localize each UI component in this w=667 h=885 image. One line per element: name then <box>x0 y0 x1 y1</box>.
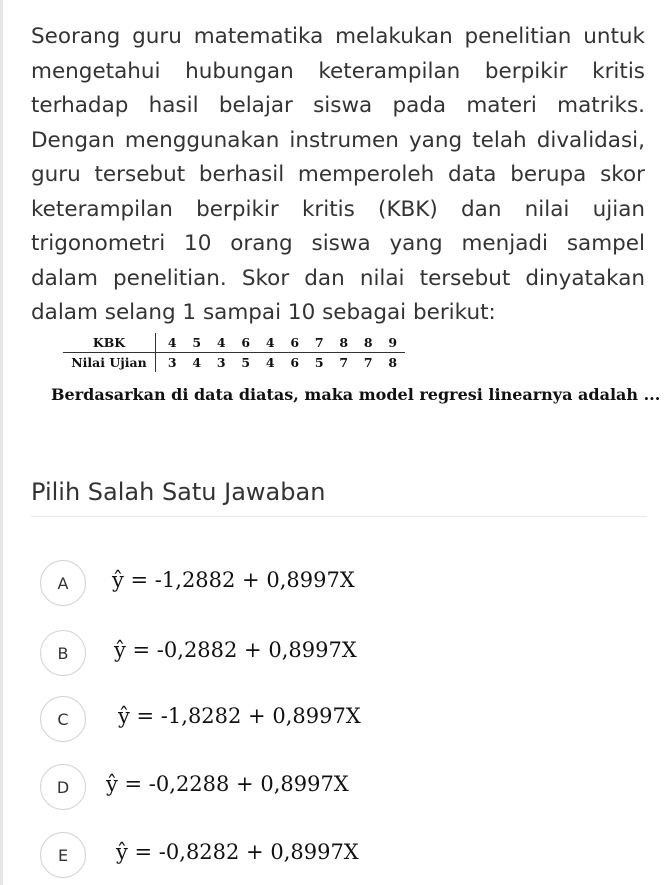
table-row-nilai-ujian <box>63 353 405 373</box>
table-cell: 8 <box>356 333 381 353</box>
divider <box>31 516 647 517</box>
option-formula: ŷ = -1,8282 + 0,8997X <box>118 704 361 728</box>
answer-option-c[interactable] <box>40 696 640 742</box>
option-formula: ŷ = -0,8282 + 0,8997X <box>116 840 359 864</box>
left-border <box>0 0 3 885</box>
option-letter-badge[interactable]: E <box>40 832 86 878</box>
table-cell: 8 <box>332 333 357 353</box>
table-cell: 9 <box>381 333 406 353</box>
table-cell: 7 <box>307 333 332 353</box>
table-cell: 5 <box>185 333 210 353</box>
table-cell: 5 <box>314 355 324 370</box>
table-cell: 4 <box>160 333 185 353</box>
option-formula: ŷ = -0,2288 + 0,8997X <box>106 772 349 796</box>
table-cell: 8 <box>388 355 398 370</box>
option-letter-badge[interactable]: B <box>40 630 86 676</box>
answer-section-title: Pilih Salah Satu Jawaban <box>31 478 326 506</box>
table-row-label: Nilai Ujian <box>71 355 147 370</box>
table-row-label: KBK <box>63 333 156 353</box>
answer-option-a[interactable] <box>40 560 640 606</box>
option-formula: ŷ = -0,2882 + 0,8997X <box>114 638 357 662</box>
table-cell: 3 <box>216 355 226 370</box>
answer-option-d[interactable] <box>40 764 640 810</box>
data-table <box>63 333 405 372</box>
table-cell: 4 <box>209 333 234 353</box>
table-cell: 4 <box>192 355 202 370</box>
answer-option-e[interactable] <box>40 832 640 878</box>
table-cell: 3 <box>167 355 177 370</box>
option-letter-badge[interactable]: D <box>40 764 86 810</box>
answer-option-b[interactable] <box>40 630 640 676</box>
option-formula: ŷ = -1,2882 + 0,8997X <box>112 568 355 592</box>
table-row-kbk <box>63 333 405 353</box>
table-cell: 4 <box>265 355 275 370</box>
option-letter-badge[interactable]: A <box>40 560 86 606</box>
table-cell: 7 <box>339 355 349 370</box>
table-cell: 5 <box>241 355 251 370</box>
table-cell: 6 <box>234 333 259 353</box>
table-cell: 6 <box>290 355 300 370</box>
option-letter-badge[interactable]: C <box>40 696 86 742</box>
table-cell: 6 <box>283 333 308 353</box>
table-cell: 4 <box>258 333 283 353</box>
question-text: Seorang guru matematika melakukan penelitian untuk mengetahui hubungan keterampilan berpikir kritis terhadap hasil belajar siswa pada materi matriks. Dengan menggunakan instrumen yang telah divalidasi, guru tersebut berhasil memperoleh data berupa skor keterampilan berpikir kritis (KBK) dan nilai ujian trigonometri 10 orang siswa yang menjadi sampel dalam penelitian. Skor dan nilai tersebut dinyatakan dalam selang 1 sampai 10 sebagai berikut: <box>31 24 645 325</box>
table-cell: 7 <box>363 355 373 370</box>
question-instruction: Berdasarkan di data diatas, maka model regresi linearnya adalah ... <box>51 385 661 404</box>
